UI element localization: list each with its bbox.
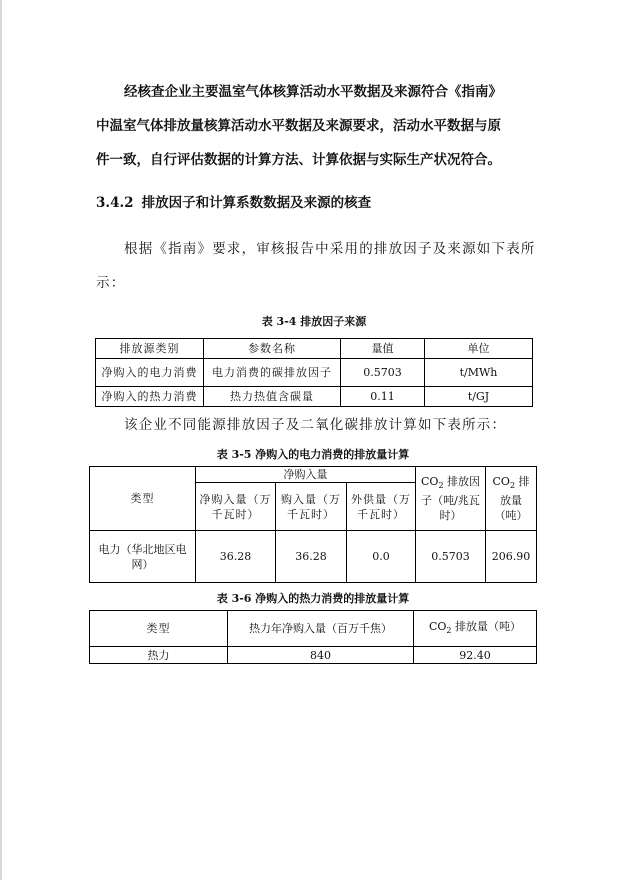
- p3-line: 该企业不同能源排放因子及二氧化碳排放计算如下表所示：: [124, 417, 507, 433]
- cell-type: 热力: [90, 647, 228, 664]
- table-header-row: [90, 611, 537, 647]
- table-row: [96, 359, 533, 387]
- p2-line2: 示：: [96, 275, 126, 291]
- factor-label-rest: 排放因子（吨/兆瓦时）: [421, 474, 481, 523]
- header-parameter-name: 参数名称: [204, 339, 341, 359]
- cell-parameter-name: 热力热值含碳量: [204, 387, 341, 407]
- co2-label: CO: [428, 619, 447, 633]
- paragraph-verification-activity-data: [96, 75, 536, 177]
- cell-unit: t/GJ: [425, 387, 533, 407]
- paragraph-calculation-intro: [96, 408, 536, 442]
- header-co2-emission-factor: [416, 467, 486, 531]
- header-external-supply: 外供量（万千瓦时）: [347, 483, 416, 531]
- p1-line2: 中温室气体排放量核算活动水平数据及来源要求，活动水平数据与原: [96, 118, 501, 134]
- cell-emissions: 92.40: [414, 647, 537, 664]
- header-co2-emissions: [486, 467, 537, 531]
- co2-label: CO: [421, 474, 439, 488]
- p2-line1: 根据《指南》要求，审核报告中采用的排放因子及来源如下表所: [124, 241, 536, 257]
- cell-unit: t/MWh: [425, 359, 533, 387]
- p1-line1: 经核查企业主要温室气体核算活动水平数据及来源符合《指南》: [124, 84, 502, 100]
- header-net-purchase: 净购入量（万千瓦时）: [196, 483, 276, 531]
- paragraph-emission-factor-intro: [96, 232, 536, 300]
- table-3-4-emission-factor-source: [95, 338, 533, 407]
- co2-subscript: 2: [438, 481, 444, 491]
- section-title: 排放因子和计算系数数据及来源的核查: [141, 195, 372, 211]
- cell-external-supply: 0.0: [347, 531, 416, 583]
- cell-value: 0.5703: [341, 359, 425, 387]
- header-heat-net-purchase: 热力年净购入量（百万千焦）: [228, 611, 414, 647]
- cell-heat-net-purchase: 840: [228, 647, 414, 664]
- section-heading: [96, 191, 371, 211]
- emission-label-rest: 排放量（吨）: [451, 619, 522, 633]
- cell-value: 0.11: [341, 387, 425, 407]
- cell-source-category: 净购入的热力消费: [96, 387, 204, 407]
- header-net-purchase-group: 净购入量: [196, 467, 416, 483]
- table-header-row: [90, 467, 537, 483]
- header-value: 量值: [341, 339, 425, 359]
- table-3-6-heat-emissions: [89, 610, 537, 664]
- page-edge: [0, 0, 2, 880]
- header-purchase: 购入量（万千瓦时）: [276, 483, 347, 531]
- co2-label: CO: [492, 474, 510, 488]
- table-row: [90, 531, 537, 583]
- header-type: 类型: [90, 467, 196, 531]
- cell-type: 电力（华北地区电网）: [90, 531, 196, 583]
- table-header-row: [96, 339, 533, 359]
- co2-subscript: 2: [446, 626, 452, 636]
- p1-line3: 件一致，自行评估数据的计算方法、计算依据与实际生产状况符合。: [96, 152, 501, 168]
- emission-label-rest: 排放量（吨）: [494, 474, 530, 523]
- cell-purchase: 36.28: [276, 531, 347, 583]
- cell-source-category: 净购入的电力消费: [96, 359, 204, 387]
- header-unit: 单位: [425, 339, 533, 359]
- table-row: [90, 647, 537, 664]
- section-number: 3.4.2: [96, 195, 134, 211]
- table-3-4-caption: 表 3-4 排放因子来源: [261, 315, 367, 328]
- table-3-5-electricity-emissions: [89, 466, 537, 583]
- header-type: 类型: [90, 611, 228, 647]
- co2-subscript: 2: [509, 481, 516, 491]
- table-row: [96, 387, 533, 407]
- cell-emission-factor: 0.5703: [416, 531, 486, 583]
- header-source-category: 排放源类别: [96, 339, 204, 359]
- cell-emissions: 206.90: [486, 531, 537, 583]
- cell-net-purchase: 36.28: [196, 531, 276, 583]
- header-co2-emissions: [414, 611, 537, 647]
- cell-parameter-name: 电力消费的碳排放因子: [204, 359, 341, 387]
- table-3-5-caption: 表 3-5 净购入的电力消费的排放量计算: [216, 448, 410, 461]
- table-3-6-caption: 表 3-6 净购入的热力消费的排放量计算: [216, 592, 410, 605]
